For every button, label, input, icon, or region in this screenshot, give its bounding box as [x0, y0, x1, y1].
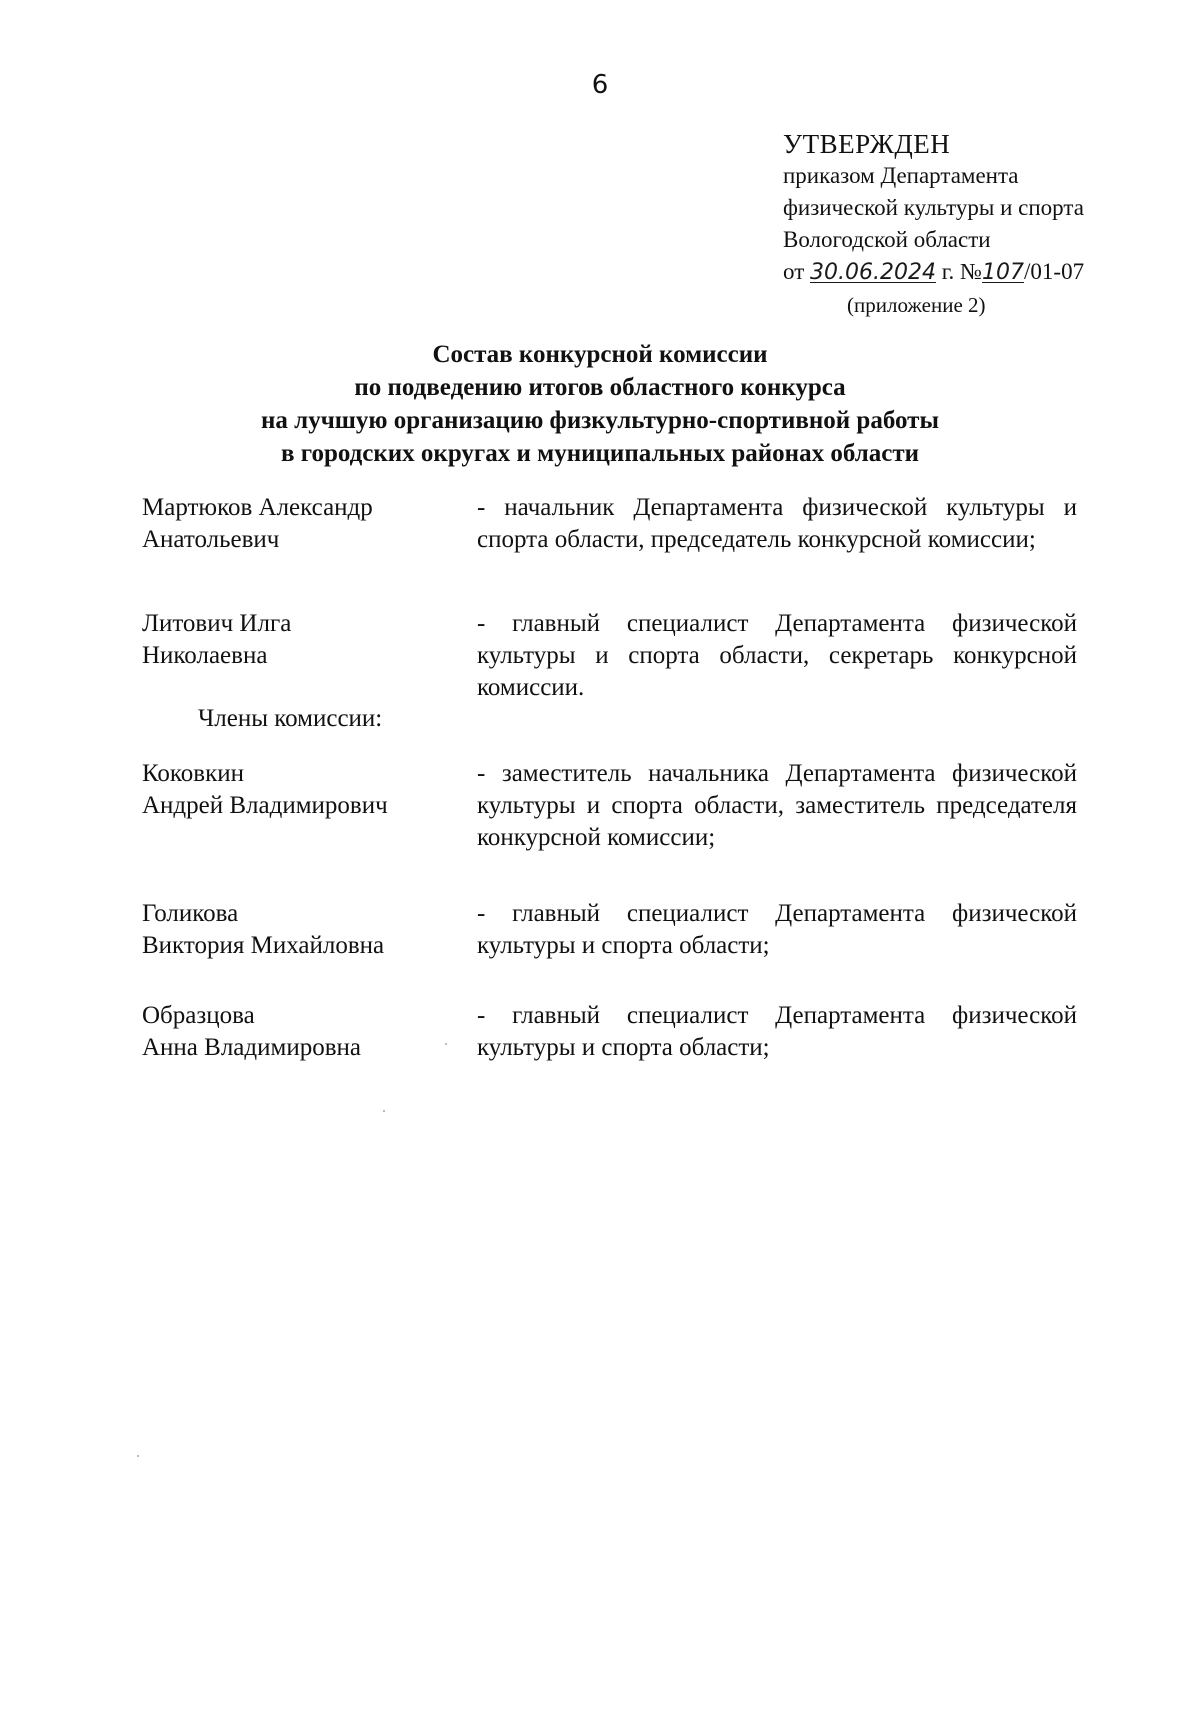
approval-block [783, 128, 1084, 321]
members-label: Члены комиссии: [198, 705, 383, 732]
handwritten-order-number: 107 [982, 260, 1025, 285]
member-role: - главный специалист Департамента физической культуры и спорта области; [477, 900, 1077, 959]
member-role: - главный специалист Департамента физической культуры и спорта области, секретарь конкурсной комиссии. [477, 610, 1077, 701]
approval-line-2: физической культуры и спорта [783, 195, 1084, 220]
title-line-2: по подведению итогов областного конкурса [354, 374, 846, 401]
member-name [142, 898, 462, 962]
member-name [142, 492, 462, 556]
order-number-prefix: г. № [941, 259, 983, 284]
document-title [0, 338, 1200, 470]
member-name-line-2: Андрей Владимирович [142, 792, 388, 819]
member-role: - начальник Департамента физической культуры и спорта области, председатель конкурсной комиссии; [477, 494, 1077, 553]
scan-speck [383, 1110, 385, 1112]
title-line-4: в городских округах и муниципальных районах области [280, 440, 920, 467]
approval-date-line [783, 256, 1084, 289]
member-name-line-2: Виктория Михайловна [142, 932, 385, 959]
date-prefix: от [783, 259, 805, 284]
member-name-line-1: Мартюков Александр [142, 494, 373, 521]
approval-heading: УТВЕРЖДЕН [783, 129, 951, 159]
appendix-label: (приложение 2) [847, 293, 986, 317]
member-name-line-1: Голикова [142, 900, 239, 927]
page-number: 6 [591, 70, 609, 100]
member-name-line-2: Анатольевич [142, 526, 280, 553]
member-name-line-1: Литович Илга [142, 610, 292, 637]
member-role: - главный специалист Департамента физической культуры и спорта области; [477, 1002, 1077, 1061]
member-name [142, 608, 462, 672]
approval-line-3: Вологодской области [783, 227, 991, 252]
member-name-line-1: Образцова [142, 1002, 255, 1029]
member-name-line-2: Николаевна [142, 642, 268, 669]
member-name-line-1: Коковкин [142, 760, 245, 787]
title-line-1: Состав конкурсной комиссии [432, 341, 768, 368]
handwritten-date: 30.06.2024 [810, 260, 936, 285]
order-number-suffix: /01-07 [1024, 259, 1085, 284]
member-name [142, 1000, 462, 1064]
scan-speck [445, 1043, 447, 1045]
approval-line-1: приказом Департамента [783, 163, 1019, 188]
member-role: - заместитель начальника Департамента физической культуры и спорта области, заместитель председателя конкурсной комиссии; [477, 760, 1077, 851]
member-name-line-2: Анна Владимировна [142, 1034, 361, 1061]
member-name [142, 758, 462, 822]
scan-speck [137, 1455, 139, 1457]
title-line-3: на лучшую организацию физкультурно-спортивной работы [261, 407, 939, 434]
